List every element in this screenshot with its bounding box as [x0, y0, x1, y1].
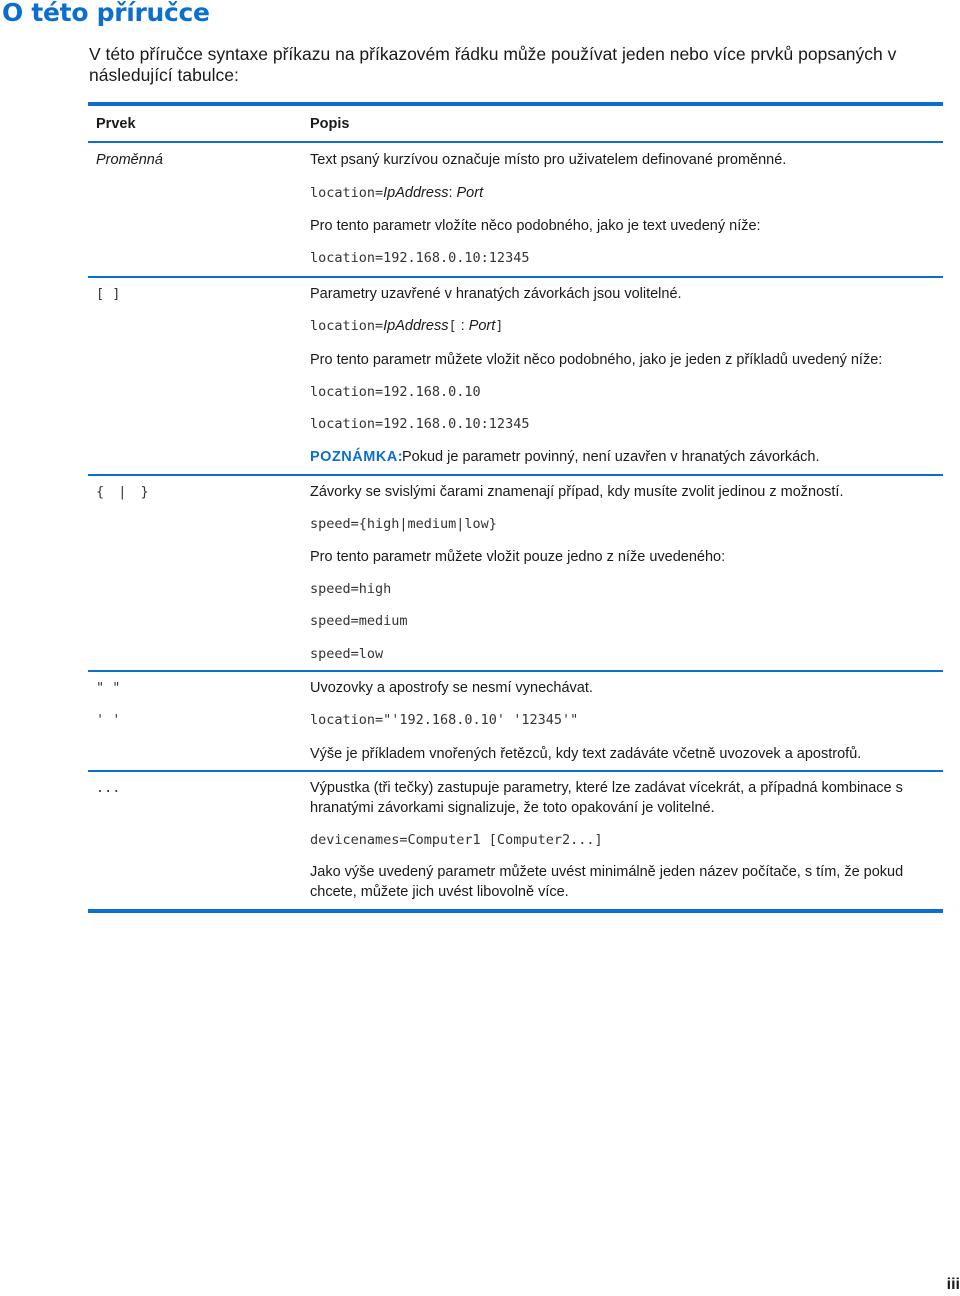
row4-code: location="'192.168.0.10' '12345'"	[310, 712, 579, 728]
page-number: iii	[946, 1276, 960, 1293]
row1-line2: Pro tento parametr vložíte něco podobného, jako je text uvedený níže:	[310, 218, 761, 234]
row2-example-var2: Port	[468, 318, 496, 334]
row3-description: Závorky se svislými čarami znamenají případ, kdy musíte zvolit jedinou z možností.	[310, 484, 844, 500]
table-top-rule	[88, 102, 943, 106]
row2-code2: location=192.168.0.10:12345	[310, 416, 530, 432]
row2-example	[310, 316, 503, 336]
row-divider	[88, 770, 943, 772]
row2-description: Parametry uzavřené v hranatých závorkách jsou volitelné.	[310, 286, 682, 302]
note-text: Pokud je parametr povinný, není uzavřen v hranatých závorkách.	[402, 449, 820, 465]
row1-description: Text psaný kurzívou označuje místo pro uživatelem definované proměnné.	[310, 152, 787, 168]
row4-line2: Výše je příkladem vnořených řetězců, kdy text zadáváte včetně uvozovek a apostrofů.	[310, 746, 862, 762]
header-popis: Popis	[310, 116, 350, 132]
row2-example-bracket-open: [	[448, 318, 457, 334]
intro-paragraph: V této příručce syntaxe příkazu na příkazovém řádku může používat jeden nebo více prvků popsaných v následující tabulce:	[89, 44, 897, 85]
note-label: POZNÁMKA:	[310, 449, 404, 465]
row3-code: speed={high|medium|low}	[310, 516, 497, 532]
row2-example-sep: :	[460, 318, 465, 334]
row5-line2: Jako výše uvedený parametr můžete uvést minimálně jeden název počítače, s tím, že pokud chcete, můžete jich uvést libovolně více.	[310, 864, 904, 900]
row5-code: devicenames=Computer1 [Computer2...]	[310, 832, 603, 848]
row2-code1: location=192.168.0.10	[310, 384, 481, 400]
row1-element: Proměnná	[96, 152, 163, 168]
row2-line2: Pro tento parametr můžete vložit něco podobného, jako je jeden z příkladů uvedený níže:	[310, 352, 883, 368]
row-divider	[88, 276, 943, 278]
row3-element: { | }	[96, 484, 149, 500]
row1-example-var1: IpAddress	[383, 185, 449, 201]
row-divider	[88, 474, 943, 476]
row3-line2: Pro tento parametr můžete vložit pouze jedno z níže uvedeného:	[310, 549, 726, 565]
header-prvek: Prvek	[96, 116, 136, 132]
row1-example-sep: :	[448, 185, 453, 201]
row1-code: location=192.168.0.10:12345	[310, 250, 530, 266]
row3-code1: speed=high	[310, 581, 392, 597]
header-rule	[88, 141, 943, 143]
row4-element-apostrophes: ' '	[96, 712, 121, 728]
row1-example	[310, 183, 483, 203]
row-divider	[88, 670, 943, 672]
row2-example-prefix: location=	[310, 318, 384, 334]
row2-example-bracket-close: ]	[495, 318, 504, 334]
row3-code2: speed=medium	[310, 613, 408, 629]
row4-element-quotes: " "	[96, 680, 121, 696]
row2-element: [ ]	[96, 286, 121, 302]
table-bottom-rule	[88, 909, 943, 913]
row4-description: Uvozovky a apostrofy se nesmí vynechávat.	[310, 680, 593, 696]
row5-element: ...	[96, 780, 121, 796]
row5-description: Výpustka (tři tečky) zastupuje parametry, které lze zadávat vícekrát, a případná kombinace s hranatými závorkami signalizuje, že toto opakování je volitelné.	[310, 780, 903, 816]
page-title: O této příručce	[2, 0, 210, 27]
row3-code3: speed=low	[310, 646, 384, 662]
row1-example-var2: Port	[456, 185, 484, 201]
row1-example-prefix: location=	[310, 185, 384, 201]
row2-example-var1: IpAddress	[383, 318, 449, 334]
